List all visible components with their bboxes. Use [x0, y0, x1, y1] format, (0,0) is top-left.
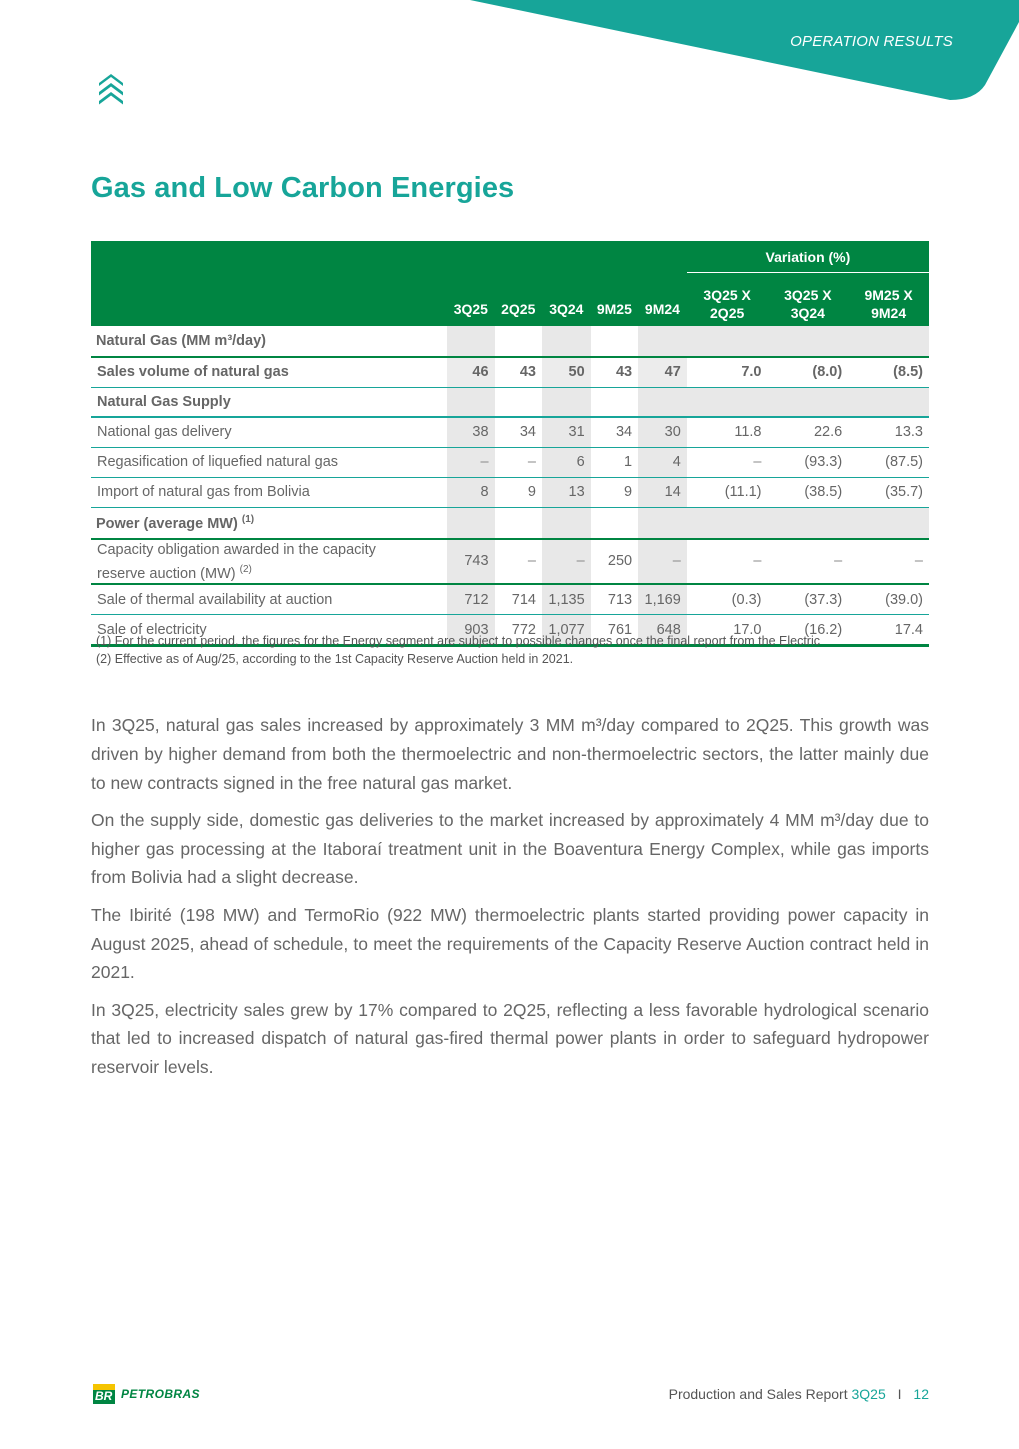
cell: 17.0	[687, 615, 768, 646]
cell: –	[542, 539, 591, 585]
cell: 6	[542, 447, 591, 477]
section-row-power	[91, 507, 929, 539]
chevron-up-logo-icon	[97, 72, 125, 106]
paragraph: In 3Q25, electricity sales grew by 17% compared to 2Q25, reflecting a less favorable hydrological scenario that led to increased dispatch of natural gas-fired thermal power plants in order to safeguard hydropower reservoir levels.	[91, 999, 929, 1078]
section-label: Natural Gas (MM m³/day)	[91, 326, 447, 357]
cell: 11.8	[687, 417, 768, 448]
cell: 713	[591, 584, 638, 615]
cell: 34	[495, 417, 542, 448]
brand-name: PETROBRAS	[121, 1387, 200, 1401]
cell: –	[687, 447, 768, 477]
cell: (11.1)	[687, 477, 768, 507]
cell: 4	[638, 447, 687, 477]
variation-header: 9M25 X 9M24	[848, 273, 929, 326]
footnote-ref: (1)	[241, 513, 255, 525]
cell: 8	[447, 477, 494, 507]
cell: –	[638, 539, 687, 585]
cell: (39.0)	[848, 584, 929, 615]
row-label: Natural Gas Supply	[91, 387, 447, 417]
cell: (35.7)	[848, 477, 929, 507]
row-label: National gas delivery	[91, 417, 447, 448]
column-header: 3Q24	[542, 273, 591, 326]
table-row	[91, 539, 929, 585]
paragraph: On the supply side, domestic gas deliveries to the market increased by approximately 4 MM m³/day due to higher gas processing at the Itaboraí treatment unit in the Boaventura Energy Complex, while gas imports from Bolivia had a slight decrease.	[91, 809, 929, 888]
report-name: Production and Sales Report	[668, 1386, 848, 1402]
row-label: Sale of electricity	[91, 615, 447, 646]
column-header: 9M25	[591, 273, 638, 326]
br-logo-icon: BR	[93, 1384, 115, 1404]
cell: 714	[495, 584, 542, 615]
cell: 43	[591, 357, 638, 388]
cell: 30	[638, 417, 687, 448]
table-row	[91, 584, 929, 615]
cell: –	[495, 447, 542, 477]
table-footnotes	[96, 632, 926, 668]
footnote: (1) For the current period, the figures for the Energy segment are subject to possible changes once the final report from the Electric	[96, 634, 820, 648]
header-label-cell	[91, 273, 447, 326]
cell: 31	[542, 417, 591, 448]
table-row	[91, 477, 929, 507]
section-label: Power (average MW) $^{(1)}$	[91, 507, 447, 539]
table-row	[91, 417, 929, 448]
paragraph: The Ibirité (198 MW) and TermoRio (922 MW) thermoelectric plants started providing power capacity in August 2025, ahead of schedule, to meet the requirements of the Capacity Reserve Auction contract held in 2021.	[91, 904, 929, 983]
cell: 712	[447, 584, 494, 615]
footer-page-info	[669, 1386, 929, 1402]
table-row	[91, 357, 929, 388]
footnote: (2) Effective as of Aug/25, according to the 1st Capacity Reserve Auction held in 2021.	[96, 652, 574, 666]
cell: (16.2)	[768, 615, 849, 646]
header-blank	[91, 241, 687, 273]
cell: 9	[495, 477, 542, 507]
section-row-natural-gas	[91, 326, 929, 357]
variation-title: Variation (%)	[687, 241, 929, 273]
cell: 743	[447, 539, 494, 585]
footnote-ref: (2)	[239, 563, 252, 575]
cell: (38.5)	[768, 477, 849, 507]
cell: (8.5)	[848, 357, 929, 388]
variation-header: 3Q25 X 3Q24	[768, 273, 849, 326]
cell: 43	[495, 357, 542, 388]
cell: 17.4	[848, 615, 929, 646]
cell: (0.3)	[687, 584, 768, 615]
cell: 46	[447, 357, 494, 388]
body-text	[91, 711, 929, 1091]
cell: 250	[591, 539, 638, 585]
row-label: Sales volume of natural gas	[91, 357, 447, 388]
cell: 22.6	[768, 417, 849, 448]
petrobras-logo	[93, 1384, 200, 1404]
cell: (87.5)	[848, 447, 929, 477]
cell: –	[848, 539, 929, 585]
cell: 1,135	[542, 584, 591, 615]
column-header: 3Q25	[447, 273, 494, 326]
cell: 13	[542, 477, 591, 507]
cell: 34	[591, 417, 638, 448]
cell: 903	[447, 615, 494, 646]
table-row	[91, 447, 929, 477]
row-label: Regasification of liquefied natural gas	[91, 447, 447, 477]
cell: 9	[591, 477, 638, 507]
row-label: Sale of thermal availability at auction	[91, 584, 447, 615]
report-period: 3Q25	[851, 1386, 886, 1402]
cell: 14	[638, 477, 687, 507]
cell: 1	[591, 447, 638, 477]
cell: 761	[591, 615, 638, 646]
cell: 1,077	[542, 615, 591, 646]
cell: 38	[447, 417, 494, 448]
column-header: 9M24	[638, 273, 687, 326]
cell: 1,169	[638, 584, 687, 615]
subsection-row-supply	[91, 387, 929, 417]
gas-energy-table	[91, 241, 929, 647]
cell: 47	[638, 357, 687, 388]
header-banner	[0, 0, 1019, 110]
page-title: Gas and Low Carbon Energies	[91, 172, 515, 204]
cell: (8.0)	[768, 357, 849, 388]
cell: 648	[638, 615, 687, 646]
cell: (93.3)	[768, 447, 849, 477]
page-number: 12	[913, 1386, 929, 1402]
cell: 13.3	[848, 417, 929, 448]
row-label: Import of natural gas from Bolivia	[91, 477, 447, 507]
cell: –	[447, 447, 494, 477]
row-label: Capacity obligation awarded in the capacity reserve auction (MW) $^{(2)}$	[91, 539, 447, 585]
cell: (37.3)	[768, 584, 849, 615]
cell: 50	[542, 357, 591, 388]
column-header: 2Q25	[495, 273, 542, 326]
paragraph: In 3Q25, natural gas sales increased by approximately 3 MM m³/day compared to 2Q25. This growth was driven by higher demand from both the thermoelectric and non-thermoelectric sectors, the latter mainly due to new contracts signed in the free natural gas market.	[91, 715, 929, 793]
cell: –	[687, 539, 768, 585]
footer-separator: I	[897, 1386, 902, 1402]
cell: –	[495, 539, 542, 585]
variation-header: 3Q25 X 2Q25	[687, 273, 768, 326]
cell: 772	[495, 615, 542, 646]
cell: 7.0	[687, 357, 768, 388]
cell: –	[768, 539, 849, 585]
section-label: OPERATION RESULTS	[790, 33, 953, 50]
